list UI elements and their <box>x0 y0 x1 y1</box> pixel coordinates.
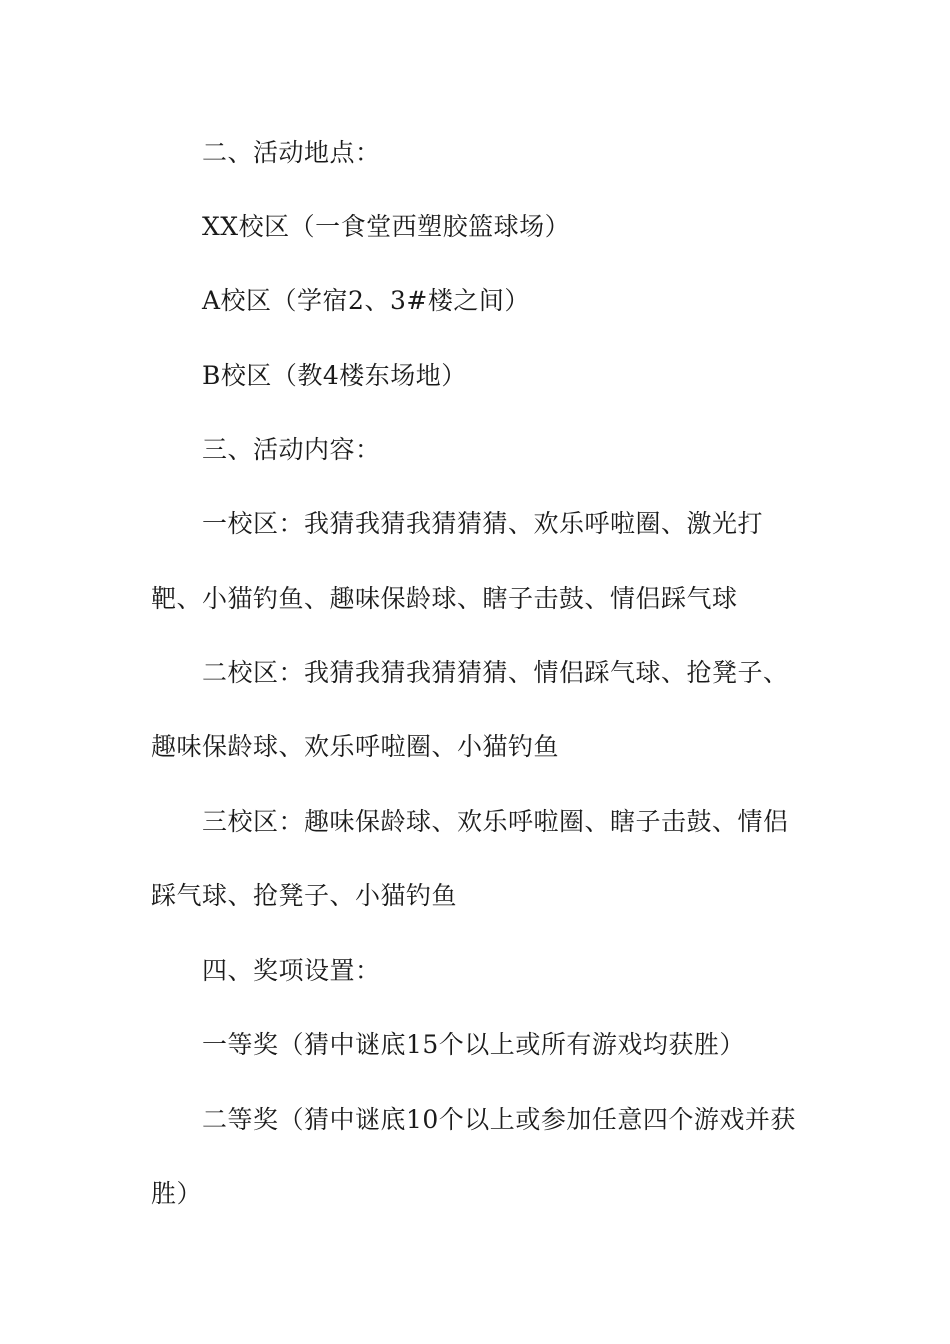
location-item-xx: XX校区（一食堂西塑胶篮球场） <box>202 212 571 241</box>
content-campus-1-line-2: 靶、小猫钓鱼、趣味保龄球、瞎子击鼓、情侣踩气球 <box>151 584 738 613</box>
section-heading-content: 三、活动内容： <box>202 435 381 464</box>
content-campus-2-line-2: 趣味保龄球、欢乐呼啦圈、小猫钓鱼 <box>151 732 560 761</box>
section-heading-location: 二、活动地点： <box>202 138 381 167</box>
content-campus-3-line-1: 三校区：趣味保龄球、欢乐呼啦圈、瞎子击鼓、情侣 <box>202 807 789 836</box>
section-heading-awards: 四、奖项设置： <box>202 956 381 985</box>
content-campus-3-line-2: 踩气球、抢凳子、小猫钓鱼 <box>151 881 458 910</box>
location-item-b: B校区（教4楼东场地） <box>202 361 467 390</box>
location-item-a: A校区（学宿2、3#楼之间） <box>202 286 530 315</box>
award-second-prize-line-1: 二等奖（猜中谜底10个以上或参加任意四个游戏并获 <box>202 1105 796 1134</box>
award-second-prize-line-2: 胜） <box>151 1179 203 1208</box>
award-first-prize: 一等奖（猜中谜底15个以上或所有游戏均获胜） <box>202 1030 745 1059</box>
content-campus-2-line-1: 二校区：我猜我猜我猜猜猜、情侣踩气球、抢凳子、 <box>202 658 789 687</box>
content-campus-1-line-1: 一校区：我猜我猜我猜猜猜、欢乐呼啦圈、激光打 <box>202 509 764 538</box>
